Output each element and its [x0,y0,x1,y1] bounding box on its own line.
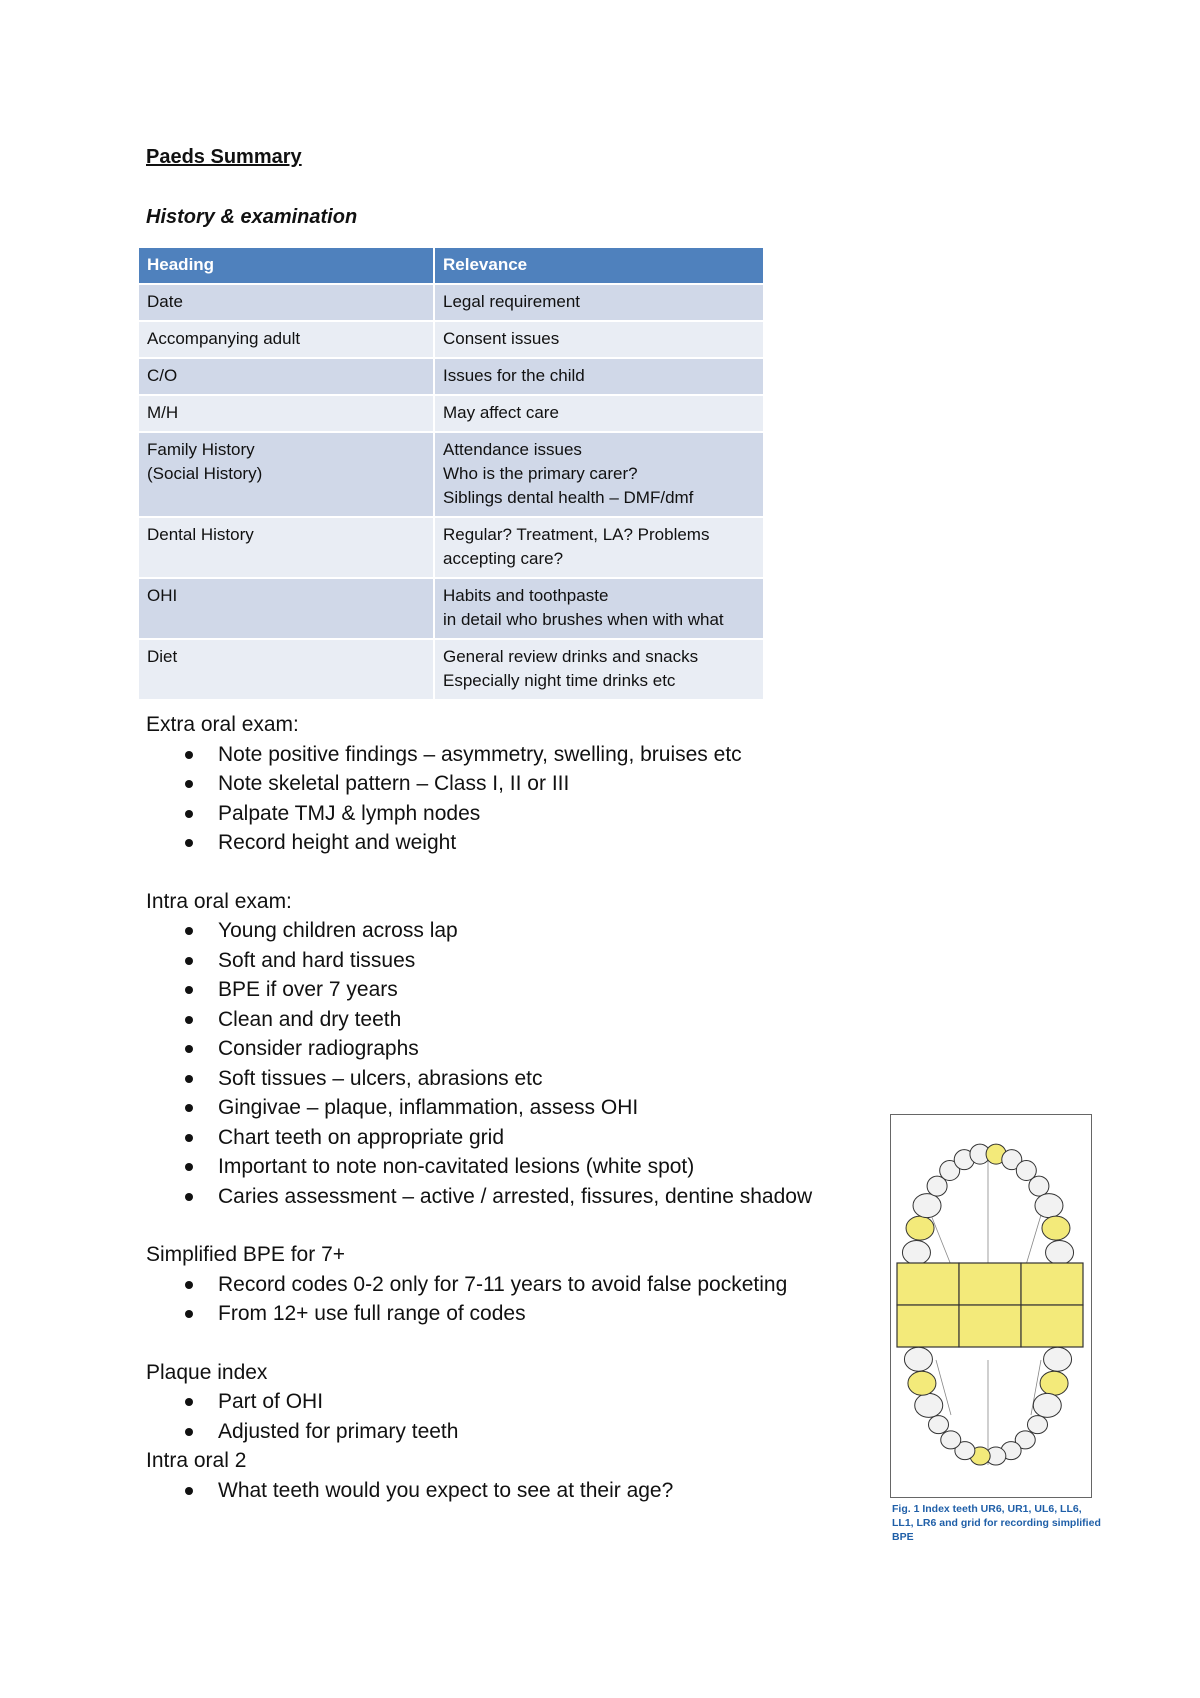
list-item: Chart teeth on appropriate grid [218,1123,866,1153]
list-item: What teeth would you expect to see at their age? [218,1476,866,1506]
dental-chart-figure [890,1114,1092,1498]
figure-caption: Fig. 1 Index teeth UR6, UR1, UL6, LL6, LL1, LR6 and grid for recording simplified BPE [892,1503,1101,1543]
table-row [139,517,764,578]
bpe-list [146,1270,866,1329]
table-cell-relevance [434,639,764,699]
intra-oral-title: Intra oral exam: [146,889,292,913]
tooth-icon [913,1194,941,1218]
list-item: Adjusted for primary teeth [218,1417,866,1447]
list-item: Soft and hard tissues [218,946,866,976]
table-header-row [139,248,764,284]
tooth-icon [906,1216,934,1240]
table-row [139,639,764,699]
cell-text: General review drinks and snacks [443,647,699,666]
list-item: Soft tissues – ulcers, abrasions etc [218,1064,866,1094]
page-title: Paeds Summary [146,146,302,168]
tooth-icon [929,1416,949,1434]
cell-text: Consent issues [443,329,560,348]
table-cell-heading [139,578,434,639]
table-cell-heading [139,395,434,432]
tooth-icon [904,1347,932,1371]
cell-text: OHI [147,586,178,605]
intra-oral-2-title: Intra oral 2 [146,1449,247,1472]
list-item: Record height and weight [218,828,866,858]
table-cell-heading [139,639,434,699]
table-body [139,284,764,699]
cell-text: Attendance issues [443,440,582,459]
table-row [139,395,764,432]
bpe-grid-cell [959,1305,1021,1347]
dental-chart-diagram [891,1115,1091,1497]
list-item: Young children across lap [218,916,866,946]
bpe-grid-cell [897,1263,959,1305]
list-item: Record codes 0-2 only for 7-11 years to avoid false pocketing [218,1270,866,1300]
cell-text: (Social History) [147,464,263,483]
tooth-icon [1046,1241,1074,1265]
cell-text: Especially night time drinks etc [443,671,676,690]
tooth-icon [1040,1371,1068,1395]
cell-text: Issues for the child [443,366,585,385]
table-header-relevance: Relevance [434,248,764,284]
table-cell-relevance [434,578,764,639]
list-item: Caries assessment – active / arrested, fissures, dentine shadow [218,1182,866,1212]
table-row [139,284,764,321]
history-table [139,248,765,699]
cell-text: Dental History [147,525,254,544]
extra-oral-list [146,740,866,858]
extra-oral-title: Extra oral exam: [146,713,299,736]
intra-oral-list [146,916,866,1211]
cell-text: Habits and toothpaste [443,586,609,605]
list-item: BPE if over 7 years [218,975,866,1005]
table-cell-relevance [434,358,764,395]
tooth-icon [915,1393,943,1417]
table-cell-heading [139,517,434,578]
tooth-icon [1029,1176,1049,1196]
table-row [139,321,764,358]
bpe-grid-cell [897,1305,959,1347]
tooth-icon [1042,1216,1070,1240]
cell-text: Accompanying adult [147,329,301,348]
table-cell-heading [139,284,434,321]
list-item: Note skeletal pattern – Class I, II or III [218,769,866,799]
list-item: Clean and dry teeth [218,1005,866,1035]
guide-line [931,1215,951,1265]
tooth-icon [908,1371,936,1395]
tooth-icon [902,1241,930,1265]
list-item: Consider radiographs [218,1034,866,1064]
cell-text: Date [147,292,183,311]
cell-text: May affect care [443,403,559,422]
list-item: Important to note non-cavitated lesions (white spot) [218,1152,866,1182]
cell-text: Siblings dental health – DMF/dmf [443,488,694,507]
table-row [139,432,764,517]
bpe-title: Simplified BPE for 7+ [146,1243,346,1266]
table-cell-heading [139,321,434,358]
intra-oral-2-list [146,1476,866,1506]
list-item: Note positive findings – asymmetry, swelling, bruises etc [218,740,866,770]
list-item: Palpate TMJ & lymph nodes [218,799,866,829]
list-item: From 12+ use full range of codes [218,1299,866,1329]
bpe-grid-cell [1021,1263,1083,1305]
plaque-index-title: Plaque index [146,1360,268,1384]
list-item: Gingivae – plaque, inflammation, assess OHI [218,1093,866,1123]
exam-notes [146,710,866,1505]
table-cell-heading [139,358,434,395]
section-title: History & examination [146,206,358,228]
bpe-grid-cell [959,1263,1021,1305]
cell-text: Who is the primary carer? [443,464,638,483]
table-cell-relevance [434,321,764,358]
guide-line [1026,1215,1041,1265]
cell-text: C/O [147,366,178,385]
bpe-grid-cell [1021,1305,1083,1347]
table-cell-relevance [434,284,764,321]
tooth-icon [1035,1194,1063,1218]
tooth-icon [941,1431,961,1449]
cell-text: Legal requirement [443,292,581,311]
cell-text: Family History [147,440,255,459]
cell-text: in detail who brushes when with what [443,610,724,629]
table-cell-relevance [434,432,764,517]
cell-text: Diet [147,647,178,666]
table-cell-relevance [434,517,764,578]
cell-text: accepting care? [443,549,564,568]
list-item: Part of OHI [218,1387,866,1417]
plaque-index-list [146,1387,866,1446]
tooth-icon [1044,1347,1072,1371]
cell-text: Regular? Treatment, LA? Problems [443,525,710,544]
table-cell-heading [139,432,434,517]
table-row [139,578,764,639]
table-row [139,358,764,395]
table-header-heading: Heading [139,248,434,284]
tooth-icon [1033,1393,1061,1417]
cell-text: M/H [147,403,179,422]
tooth-icon [1027,1416,1047,1434]
table-cell-relevance [434,395,764,432]
